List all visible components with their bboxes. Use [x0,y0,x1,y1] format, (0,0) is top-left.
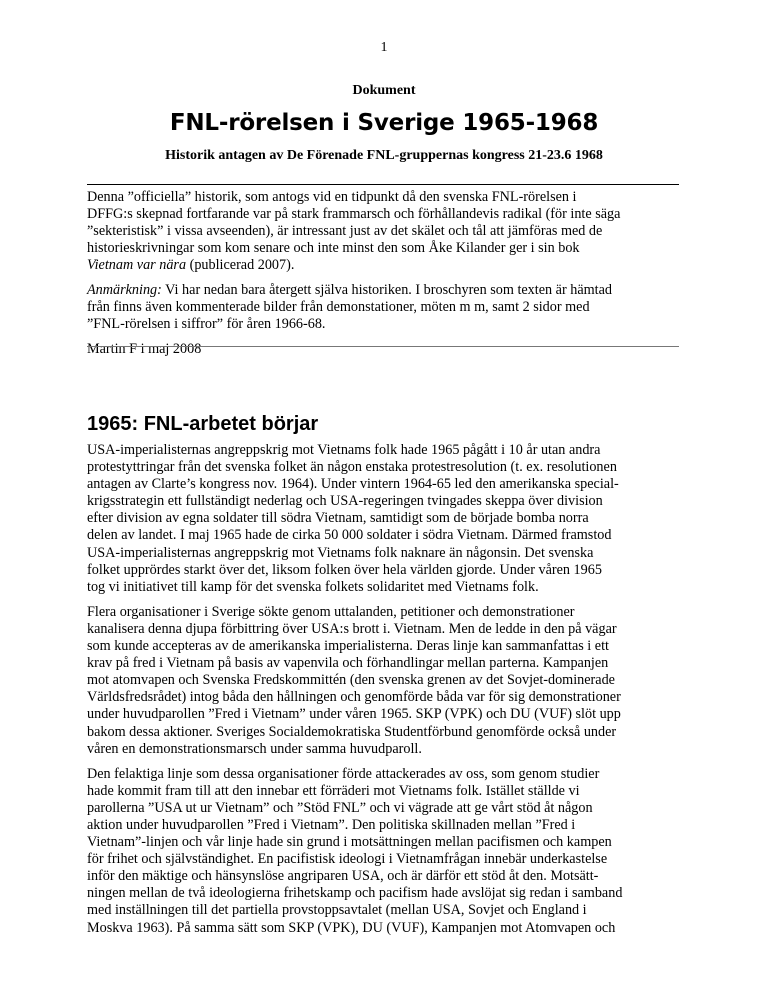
top-divider [87,184,679,185]
intro-line: historieskrivningar som kom senare och inte minst den som Åke Kilander ger i sin bok [87,240,580,256]
body-line: inför den mäktige och hänsynslöse angriparen USA, och är därför ett stöd åt den. Motsätt- [87,868,599,885]
body-line: kanalisera denna djupa förbittring över USA:s brott i. Vietnam. Men de ledde in den på vägar [87,620,617,637]
body-line: Moskva 1963). På samma sätt som SKP (VPK), DU (VUF), Kampanjen mot Atomvapen och [87,919,616,936]
intro-paragraph-1 [87,189,679,274]
body-line: delen av landet. I maj 1965 hade de cirka 50 000 soldater i södra Vietnam. Därmed framstod [87,527,612,544]
body-line: USA-imperialisternas angreppskrig mot Vietnams folk hade 1965 pågått i 10 år utan andra [87,442,601,458]
section-body [87,442,679,945]
body-line: för frihet och självständighet. En pacifistisk ideologi i Vietnamfrågan innebär underkastelse [87,851,608,868]
intro-line [87,257,679,274]
intro-line: ”sekteristisk” i vissa avseenden), är intressant just av det skälet och tål att jämföras med de [87,223,603,239]
body-line: aktion under huvudparollen ”Fred i Vietnam”. Den politiska skillnaden mellan ”Fred i [87,816,576,833]
body-paragraph [87,604,679,758]
body-line: Flera organisationer i Sverige sökte genom uttalanden, petitioner och demonstrationer [87,603,575,620]
section-heading: 1965: FNL-arbetet börjar [87,413,319,435]
body-line: hade kommit fram till att den innebar ett förräderi mot Vietnams folk. Istället ställde vi [87,782,580,799]
body-line: våren en demonstrationsmarsch under samma huvudparoll. [87,740,422,757]
note-text: Vi har nedan bara återgett själva historiken. I broschyren som texten är hämtad [161,282,612,298]
body-line: med inställningen till det partiella provstoppsavtalet (mellan USA, Sovjet och England i [87,902,587,919]
document-label: Dokument [352,83,416,98]
body-line: krav på fred i Vietnam på basis av vapenvila och förhandlingar mellan parterna. Kampanjen [87,655,609,672]
body-line: krigsstrategin ett fullständigt nederlag och USA-regeringen tvingades skeppa över division [87,493,603,510]
body-line: USA-imperialisternas angreppskrig mot Vietnams folk naknare än någonsin. Det svenska [87,544,594,561]
body-line: bakom dessa aktioner. Sveriges Socialdemokratiska Studentförbund genomförde också under [87,723,617,740]
body-line: mot atomvapen och Svenska Fredskommittén (den svenska grenen av det Sovjet-dominerade [87,672,615,689]
body-line: Den felaktiga linje som dessa organisationer förde attackerades av oss, som genom studier [87,765,600,782]
body-line: ningen mellan de två ideologierna frihetskamp och pacifism hade avslöjat sig redan i samband [87,885,623,902]
intro-line: DFFG:s skepnad fortfarande var på stark frammarsch och förhållandevis radikal (för inte säga [87,206,621,222]
body-line: protestyttringar från det svenska folket än någon enstaka protestresolution (t. ex. resolutionen [87,459,617,476]
intro-line: ”FNL-rörelsen i siffror” för åren 1966-68. [87,316,326,332]
body-line: antagen av Clarte’s kongress nov. 1964). Under vintern 1964-65 led den amerikanska special- [87,476,619,493]
intro-line: Denna ”officiella” historik, som antogs vid en tidpunkt då den svenska FNL-rörelsen i [87,189,577,205]
body-line: som kunde accepteras av de amerikanska imperialisterna. Deras linje kan sammanfattas i ett [87,638,609,655]
body-paragraph [87,766,679,937]
note-label: Anmärkning: [87,282,162,298]
body-paragraph [87,442,679,596]
body-line: under huvudparollen ”Fred i Vietnam” under våren 1965. SKP (VPK) och DU (VUF) slöt upp [87,706,621,723]
body-line: efter division av egna soldater till södra Vietnam, samtidigt som de började bomba norra [87,510,589,527]
bottom-divider [87,346,679,347]
body-line: parollerna ”USA ut ur Vietnam” och ”Stöd FNL” och vi vägrade att ge vårt stöd åt någon [87,799,593,816]
body-line: Världsfredsrådet) intog båda den hållningen och genomförde båda var för sig demonstrationer [87,689,621,706]
body-line: tog vi initiativet till kamp för det svenska folkets solidaritet med Vietnams folk. [87,578,539,595]
page-subtitle: Historik antagen av De Förenade FNL-gruppernas kongress 21-23.6 1968 [165,148,603,163]
intro-paragraph-2 [87,282,679,333]
signature: Martin F i maj 2008 [87,341,202,357]
book-title: Vietnam var nära [87,257,187,273]
page-title: FNL-rörelsen i Sverige 1965-1968 [169,110,599,136]
intro-line [87,282,679,299]
body-line: folket upprördes starkt över det, liksom folken över hela världen gjorde. Under våren 1965 [87,561,602,578]
book-suffix: (publicerad 2007). [186,257,295,273]
intro-box [87,189,679,366]
body-line: Vietnam”-linjen och vår linje hade sin grund i motsättningen mellan pacifismen och kampen [87,834,612,851]
intro-line: från finns även kommenterade bilder från demonstationer, möten m m, samt 2 sidor med [87,299,590,315]
page-number: 1 [380,40,388,55]
